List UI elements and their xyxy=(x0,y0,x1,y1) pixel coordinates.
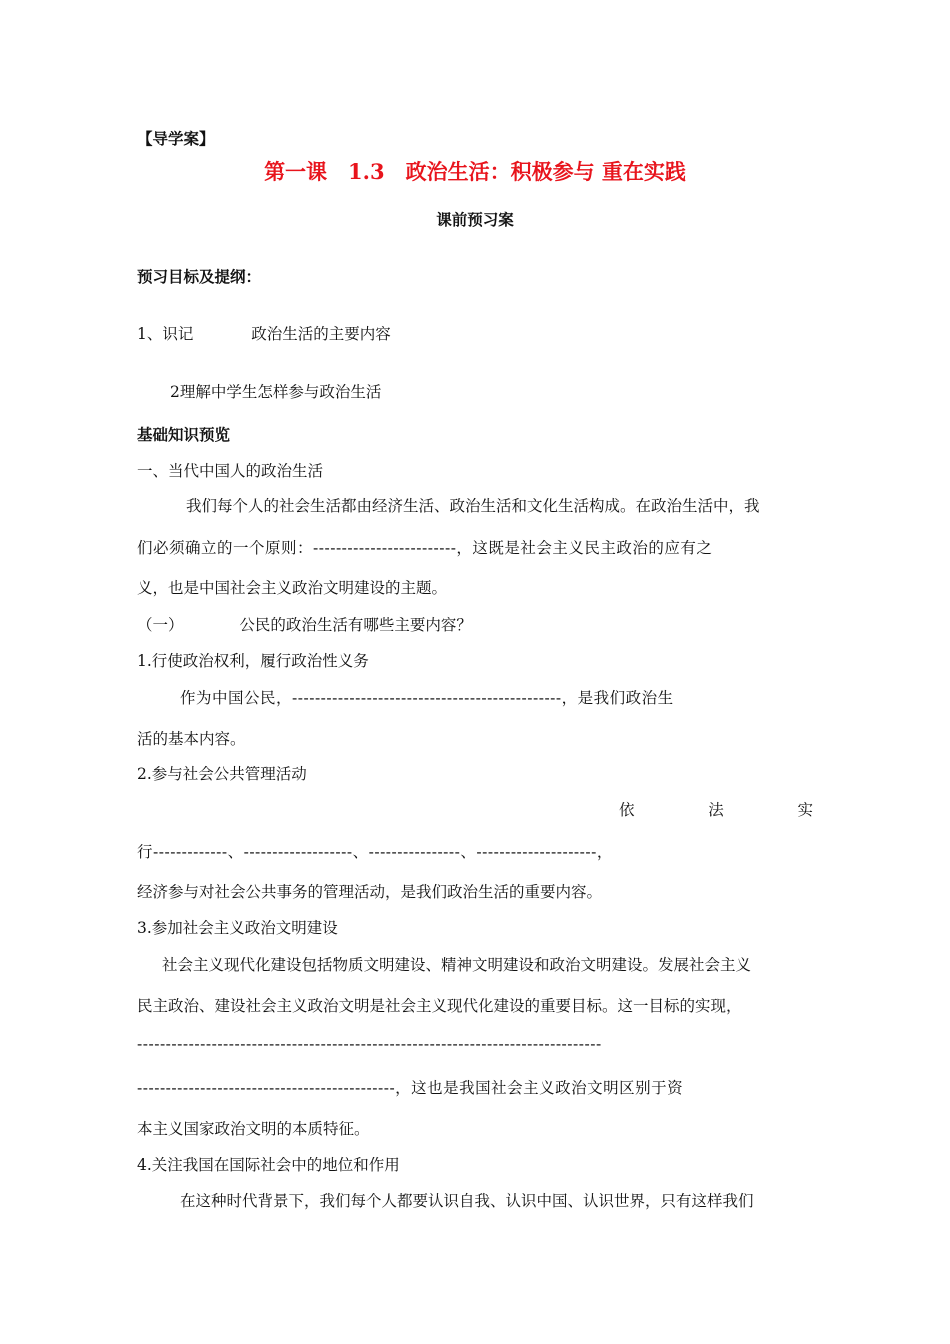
paragraph-3-word-2: 法 xyxy=(708,801,724,819)
paragraph-1-line-2: 们必须确立的一个原则：-------------------------，这既是社会主义民主政治的应有之 xyxy=(137,539,713,557)
subheading-1: 1.行使政治权利，履行政治性义务 xyxy=(137,652,369,670)
paragraph-3-line-1 xyxy=(619,800,813,820)
page-subtitle: 课前预习案 xyxy=(436,210,514,229)
paragraph-4-line-1: 社会主义现代化建设包括物质文明建设、精神文明建设和政治文明建设。发展社会主义 xyxy=(162,956,752,974)
doc-tag: 【导学案】 xyxy=(137,129,215,148)
goal-item-1-text: 政治生活的主要内容 xyxy=(251,325,391,343)
question-1 xyxy=(137,615,813,635)
paragraph-1-line-3: 义，也是中国社会主义政治文明建设的主题。 xyxy=(137,579,448,597)
page-title: 第一课 1.3 政治生活：积极参与 重在实践 xyxy=(264,159,686,184)
goal-item-1 xyxy=(137,324,813,344)
paragraph-3-word-3: 实 xyxy=(797,801,813,819)
paragraph-2-line-2: 活的基本内容。 xyxy=(137,730,246,748)
knowledge-heading: 基础知识预览 xyxy=(137,425,231,444)
paragraph-3-word-1: 依 xyxy=(619,801,635,819)
goal-item-2: 2理解中学生怎样参与政治生活 xyxy=(170,383,382,401)
subheading-3: 3.参加社会主义政治文明建设 xyxy=(137,919,338,937)
paragraph-4-line-2: 民主政治、建设社会主义政治文明是社会主义现代化建设的重要目标。这一目标的实现， xyxy=(137,997,742,1015)
paragraph-3-line-2: 行-------------、-------------------、----------------、---------------------， xyxy=(137,843,613,861)
paragraph-2-line-1: 作为中国公民，-----------------------------------------------，是我们政治生 xyxy=(180,689,674,707)
section-heading-1: 一、当代中国人的政治生活 xyxy=(137,462,324,480)
goal-item-1-number: 1、识记 xyxy=(137,325,194,343)
paragraph-4-line-4: ---------------------------------------------，这也是我国社会主义政治文明区别于资 xyxy=(137,1079,684,1097)
subheading-4: 4.关注我国在国际社会中的地位和作用 xyxy=(137,1156,400,1174)
paragraph-1-line-1: 我们每个人的社会生活都由经济生活、政治生活和文化生活构成。在政治生活中，我 xyxy=(186,497,760,515)
subheading-2: 2.参与社会公共管理活动 xyxy=(137,765,307,783)
paragraph-5-line-1: 在这种时代背景下，我们每个人都要认识自我、认识中国、认识世界，只有这样我们 xyxy=(180,1192,754,1210)
paragraph-3-line-3: 经济参与对社会公共事务的管理活动，是我们政治生活的重要内容。 xyxy=(137,883,603,901)
goals-heading: 预习目标及提纲： xyxy=(137,267,262,286)
paragraph-4-line-5: 本主义国家政治文明的本质特征。 xyxy=(137,1120,370,1138)
question-1-text: 公民的政治生活有哪些主要内容？ xyxy=(239,616,472,634)
paragraph-4-line-3: --------------------------------------------------------------------------------- xyxy=(137,1035,602,1053)
question-1-number: （一） xyxy=(137,616,184,634)
